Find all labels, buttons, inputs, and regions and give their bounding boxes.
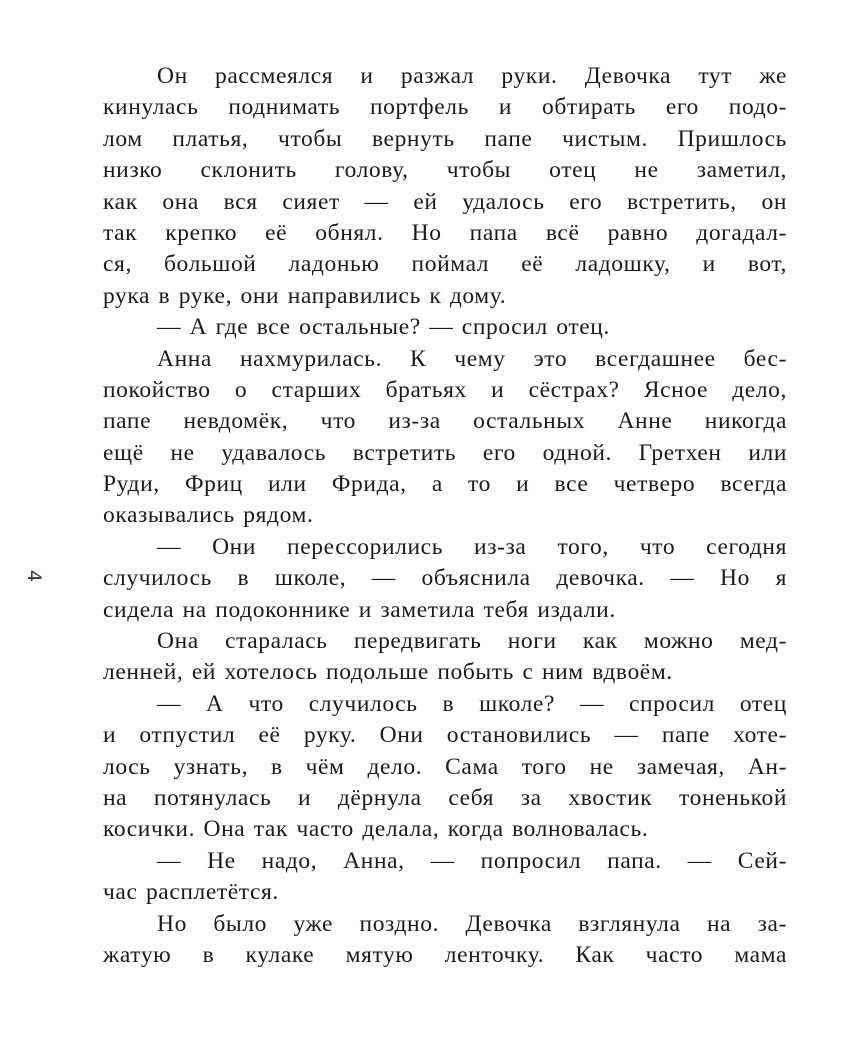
text-line: на потянулась и дёрнула себя за хвостик тоненькой xyxy=(103,784,787,811)
text-line: ещё не удавалось встретить его одной. Гретхен или xyxy=(103,439,787,466)
text-line: ленней, ей хотелось подольше побыть с ним вдвоём. xyxy=(103,659,673,686)
text-line: лось узнать, в чём дело. Сама того не замечая, Ан- xyxy=(103,753,787,780)
book-page-text xyxy=(103,61,787,971)
text-line: Руди, Фриц или Фрида, а то и все четверо всегда xyxy=(103,471,787,498)
text-line: лом платья, чтобы вернуть папе чистым. Пришлось xyxy=(103,125,787,152)
text-line: покойство о старших братьях и сёстрах? Ясное дело, xyxy=(103,376,787,403)
text-line: Он рассмеялся и разжал руки. Девочка тут же xyxy=(157,63,787,89)
text-line: случилось в школе, — объяснила девочка. — Но я xyxy=(103,565,787,592)
text-line: оказывались рядом. xyxy=(103,502,314,529)
text-line: час расплетётся. xyxy=(103,879,279,906)
text-line: — А где все остальные? — спросил отец. xyxy=(157,314,610,341)
text-line: кинулась поднимать портфель и обтирать его подо- xyxy=(103,94,787,121)
text-line: ся, большой ладонью поймал её ладошку, и вот, xyxy=(103,251,787,278)
text-line: Она старалась передвигать ноги как можно мед- xyxy=(157,628,787,655)
text-line: жатую в кулаке мятую ленточку. Как часто мама xyxy=(103,941,787,968)
margin-handwritten-mark: 4 xyxy=(23,569,46,583)
text-line: — Они перессорились из-за того, что сегодня xyxy=(157,533,787,560)
text-line: папе невдомёк, что из-за остальных Анне никогда xyxy=(103,408,787,435)
text-line: Анна нахмурилась. К чему это всегдашнее бес- xyxy=(157,345,787,372)
text-line: Но было уже поздно. Девочка взглянула на за- xyxy=(157,910,787,937)
text-line: — А что случилось в школе? — спросил отец xyxy=(157,690,787,717)
text-line: как она вся сияет — ей удалось его встретить, он xyxy=(103,188,787,215)
text-line: рука в руке, они направились к дому. xyxy=(103,282,507,309)
text-line: — Не надо, Анна, — попросил папа. — Сей- xyxy=(157,847,787,874)
text-line: так крепко её обнял. Но папа всё равно догадал- xyxy=(103,219,787,246)
text-line: низко склонить голову, чтобы отец не заметил, xyxy=(103,157,787,184)
text-line: и отпустил её руку. Они остановились — папе хоте- xyxy=(103,722,787,749)
text-line: косички. Она так часто делала, когда волновалась. xyxy=(103,816,649,843)
text-line: сидела на подоконнике и заметила тебя издали. xyxy=(103,596,616,623)
